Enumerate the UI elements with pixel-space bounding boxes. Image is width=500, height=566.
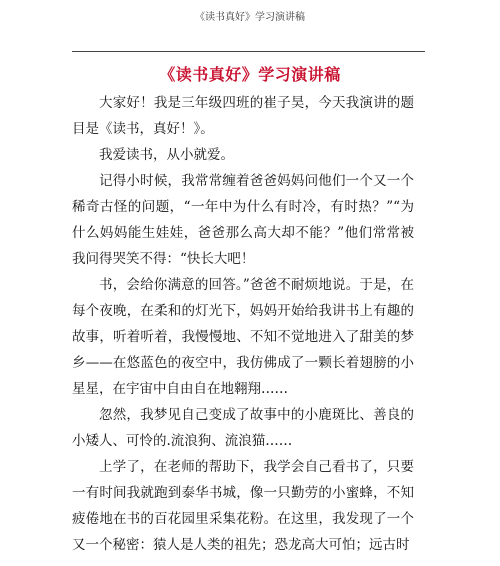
paragraph: 记得小时候，我常常缠着爸爸妈妈问他们一个又一个稀奇古怪的问题，“一年中为什么有时冷，有时热？”“为什么妈妈能生娃娃，爸爸那么高大却不能？”他们常常被我问得哭笑不得：“快长大吧！ [72,173,414,267]
paragraph: 书，会给你满意的回答。”爸爸不耐烦地说。于是，在每个夜晚，在柔和的灯光下，妈妈开始给我讲书上有趣的故事，听着听着，我慢慢地、不知不觉地进入了甜美的梦乡——在悠蓝色的夜空中，我仿佛成了一颗长着翅膀的小星星，在宇宙中自由自在地翱翔…… [72,277,414,397]
header-divider [72,51,425,52]
paragraph: 上学了，在老师的帮助下，我学会自己看书了，只要一有时间我就跑到泰华书城，像一只勤劳的小蜜蜂，不知疲倦地在书的百花园里采集花粉。在这里，我发现了一个又一个秘密：猿人是人类的祖先；恐龙高大可怕；远古时 [72,459,414,553]
running-header: 《读书真好》学习演讲稿 [195,12,305,23]
document-body [72,90,414,558]
paragraph: 大家好！我是三年级四班的崔子昊，今天我演讲的题目是《读书，真好！》。 [72,95,414,137]
document-title: 《读书真好》学习演讲稿 [159,65,341,84]
paragraph: 我爱读书，从小就爱。 [99,147,234,163]
paragraph: 忽然，我梦见自己变成了故事中的小鹿斑比、善良的小矮人、可怜的.流浪狗、流浪猫…… [72,407,414,449]
